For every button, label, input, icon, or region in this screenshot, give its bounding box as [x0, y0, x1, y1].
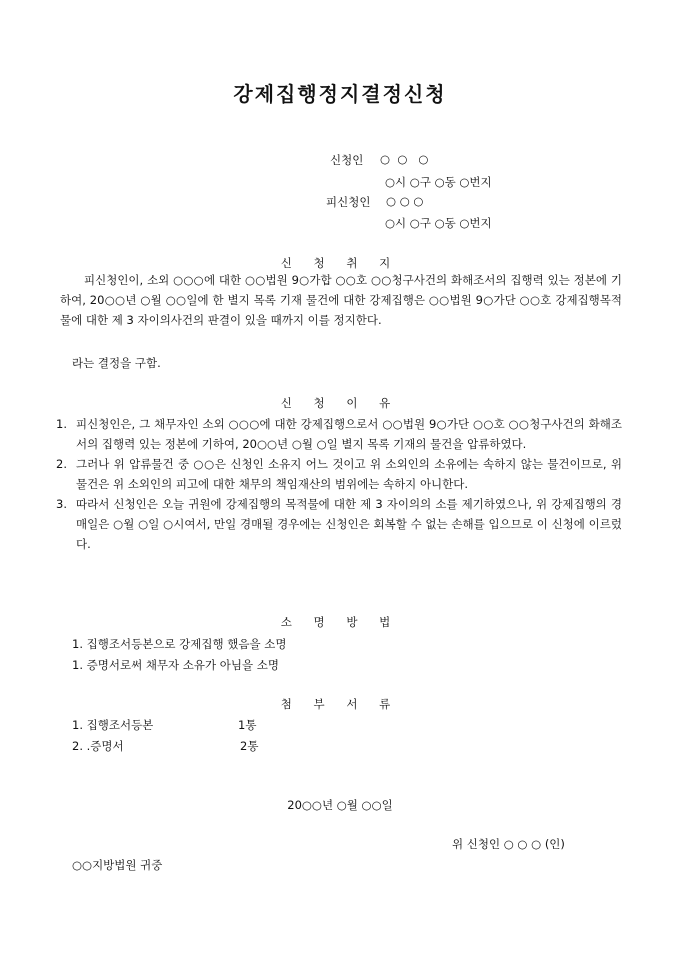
- reason-text: 그러나 위 압류물건 중 ○○은 신청인 소유지 어느 것이고 위 소외인의 소유에는 속하지 않는 물건이므로, 위 물건은 위 소외인의 피고에 대한 채무의 책임재산의 범위에는 속하지 아니한다.: [76, 457, 622, 491]
- respondent-label: 피신청인: [326, 195, 371, 209]
- reason-number: 1.: [56, 417, 67, 431]
- purpose-closing: 라는 결정을 구함.: [72, 356, 161, 370]
- reason-number: 3.: [56, 497, 67, 511]
- reason-text: 피신청인은, 그 채무자인 소외 ○○○에 대한 강제집행으로서 ○○법원 9○가단 ○○호 ○○청구사건의 화해조서의 집행력 있는 정본에 기하여, 20○○년 ○월 ○일 별지 목록 기재의 물건을 압류하였다.: [76, 417, 622, 451]
- respondent-name: ○ ○ ○: [386, 194, 424, 208]
- purpose-heading: 신 청 취 지: [280, 256, 400, 270]
- applicant-address: ○시 ○구 ○동 ○번지: [385, 175, 492, 189]
- signature-line: 위 신청인 ○ ○ ○ (인): [452, 837, 565, 851]
- attachments-heading: 첨 부 서 류: [280, 697, 400, 711]
- attachment-qty: 2통: [240, 739, 259, 753]
- evidence-item: 1. 집행조서등본으로 강제집행 했음을 소명: [72, 637, 287, 651]
- reason-item: [56, 414, 622, 454]
- attachment-name: 2. .증명서: [72, 739, 124, 753]
- court-addressee: ○○지방법원 귀중: [72, 858, 163, 872]
- respondent-address: ○시 ○구 ○동 ○번지: [385, 216, 492, 230]
- document-date: 20○○년 ○월 ○○일: [287, 798, 393, 812]
- applicant-name: ○ ○ ○: [380, 152, 429, 166]
- reason-text: 따라서 신청인은 오늘 귀원에 강제집행의 목적물에 대한 제 3 자이의의 소를 제기하였으나, 위 강제집행의 경매일은 ○월 ○일 ○시여서, 만일 경매될 경우에는 신청인은 회복할 수 없는 손해를 입으므로 이 신청에 이르렀다.: [76, 497, 622, 551]
- reason-number: 2.: [56, 457, 67, 471]
- evidence-heading: 소 명 방 법: [280, 615, 400, 629]
- attachment-qty: 1통: [238, 718, 257, 732]
- attachment-name: 1. 집행조서등본: [72, 718, 154, 732]
- reasons-list: [56, 414, 622, 554]
- purpose-body: 피신청인이, 소외 ○○○에 대한 ○○법원 9○가합 ○○호 ○○청구사건의 화해조서의 집행력 있는 정본에 기하여, 20○○년 ○월 ○○일에 한 별지 목록 기재 물건에 대한 강제집행은 ○○법원 9○가단 ○○호 강제집행목적물에 대한 제 3 자이의사건의 판결이 있을 때까지 이를 정지한다.: [60, 273, 622, 327]
- reason-item: [56, 494, 622, 554]
- reason-item: [56, 454, 622, 494]
- evidence-item: 1. 증명서로써 채무자 소유가 아님을 소명: [72, 658, 279, 672]
- document-title: 강제집행정지결정신청: [233, 82, 447, 106]
- applicant-label: 신청인: [330, 153, 364, 167]
- reasons-heading: 신 청 이 유: [280, 396, 400, 410]
